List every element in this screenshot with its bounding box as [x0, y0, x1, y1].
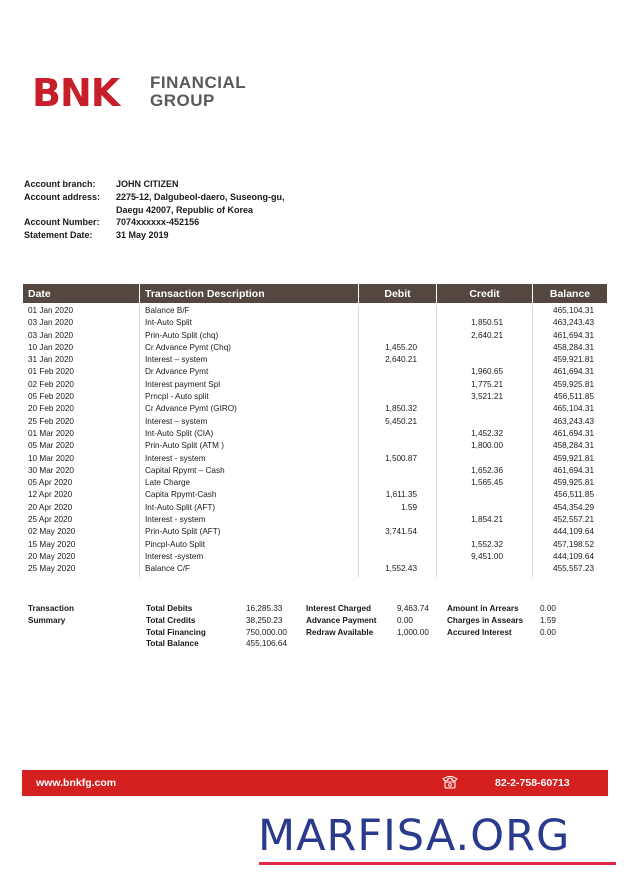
header-date: Date	[23, 284, 140, 303]
marfisa-watermark: MARFISA.ORG	[258, 811, 571, 861]
row-description: Interest – system	[145, 355, 208, 365]
bnk-logo-mark: BNK	[32, 71, 120, 115]
row-debit: 1,611.35	[385, 490, 417, 500]
row-credit: 1,652.36	[471, 465, 503, 475]
account-branch-value: JOHN CITIZEN	[116, 179, 179, 189]
table-row	[23, 305, 607, 317]
row-description: Capital Rpymt – Cash	[145, 465, 225, 475]
total-debits-label: Total Debits	[146, 604, 193, 613]
row-balance: 465,104.31	[553, 306, 594, 315]
total-credits-label: Total Credits	[146, 615, 196, 625]
row-balance: 456,511.85	[553, 490, 594, 500]
row-description: Prncpl - Auto split	[145, 392, 209, 402]
account-address-row-2	[24, 204, 285, 217]
row-credit: 1,960.65	[471, 367, 503, 377]
row-date: 05 Feb 2020	[28, 392, 74, 402]
row-credit: 1,452.32	[471, 428, 503, 438]
row-balance: 465,104.31	[553, 404, 594, 414]
summary-title-line2: Summary	[28, 615, 66, 625]
total-balance-value: 455,106.64	[246, 639, 287, 649]
row-credit: 1,800.00	[471, 441, 503, 451]
summary-col3-values	[540, 603, 556, 638]
table-row	[23, 354, 607, 366]
row-balance: 459,925.81	[553, 478, 594, 488]
footer-bar	[22, 770, 608, 796]
row-credit: 9,451.00	[471, 551, 503, 561]
table-row	[23, 489, 607, 501]
account-number-row	[24, 216, 285, 229]
account-branch-label: Account branch:	[24, 179, 96, 189]
summary-col1-labels	[146, 603, 206, 650]
row-debit: 2,640.21	[385, 355, 417, 365]
statement-date-value: 31 May 2019	[116, 230, 169, 241]
row-balance: 452,557.21	[553, 515, 594, 525]
amount-in-arrears-label: Amount in Arrears	[447, 604, 519, 613]
table-row	[23, 539, 607, 551]
row-credit: 1,565.45	[471, 478, 503, 488]
row-balance: 458,284.31	[553, 342, 594, 352]
row-description: Prin-Auto Split (ATM )	[145, 441, 225, 451]
header-balance: Balance	[549, 288, 591, 300]
row-date: 10 Mar 2020	[28, 453, 74, 463]
account-branch-row	[24, 178, 285, 191]
row-balance: 459,925.81	[553, 379, 594, 389]
account-number-label: Account Number:	[24, 217, 100, 228]
row-balance: 454,354.29	[553, 502, 594, 512]
row-debit: 1,850.32	[385, 404, 417, 414]
row-description: Int-Auto Split (AFT)	[145, 502, 216, 512]
row-description: Prin-Auto Split (AFT)	[145, 527, 221, 537]
table-row	[23, 477, 607, 489]
row-balance: 461,694.31	[553, 428, 594, 438]
advance-payment-label: Advance Payment	[306, 615, 377, 625]
table-row	[23, 379, 607, 391]
row-credit: 2,640.21	[471, 330, 503, 340]
bnk-logo-text	[150, 74, 246, 110]
row-date: 03 Jan 2020	[28, 318, 74, 328]
row-description: Interest - system	[145, 515, 206, 525]
total-debits-value: 16,285.33	[246, 604, 283, 613]
row-date: 05 Mar 2020	[28, 441, 74, 451]
table-row	[23, 428, 607, 440]
amount-in-arrears-value: 0.00	[540, 604, 556, 613]
charges-in-arrears-value: 1.59	[540, 615, 556, 625]
row-description: Interest – system	[145, 416, 208, 426]
transactions-table-body	[23, 305, 607, 576]
accrued-interest-value: 0.00	[540, 627, 556, 637]
row-debit: 1,455.20	[385, 342, 417, 352]
row-date: 30 Mar 2020	[28, 465, 74, 475]
row-credit: 3,521.21	[471, 392, 503, 402]
table-row	[23, 440, 607, 452]
accrued-interest-label: Accured Interest	[447, 627, 512, 637]
advance-payment-value: 0.00	[397, 615, 413, 625]
row-date: 12 Apr 2020	[28, 490, 73, 500]
logo-line-group: GROUP	[150, 91, 215, 110]
row-balance: 444,109.64	[553, 551, 594, 561]
row-date: 25 Feb 2020	[28, 416, 74, 426]
row-description: Int-Auto Split	[145, 318, 192, 328]
footer-phone-number: 82-2-758-60713	[495, 777, 570, 789]
summary-col2-labels	[306, 603, 377, 638]
header-credit: Credit	[437, 284, 533, 303]
row-description: Pincpl-Auto Split	[145, 539, 206, 549]
row-debit: 1,500.87	[385, 453, 417, 463]
row-balance: 444,109.64	[553, 527, 594, 537]
total-credits-value: 38,250.23	[246, 615, 283, 625]
row-credit: 1,552.32	[471, 539, 503, 549]
row-description: Late Charge	[145, 478, 191, 488]
logo-line-financial: FINANCIAL	[150, 73, 247, 92]
row-description: Interest -system	[145, 551, 204, 561]
account-address-row	[24, 191, 285, 204]
row-description: Balance C/F	[145, 564, 191, 574]
account-info	[24, 178, 285, 242]
row-description: Interest - system	[145, 453, 206, 463]
row-date: 20 Feb 2020	[28, 404, 74, 414]
account-address-value: 2275-12, Dalgubeol-daero, Suseong-gu,	[116, 191, 285, 202]
summary-col2-values	[397, 603, 429, 638]
redraw-available-value: 1,000.00	[397, 627, 429, 637]
row-description: Balance B/F	[145, 306, 190, 315]
row-debit: 5,450.21	[385, 416, 417, 426]
statement-date-label: Statement Date:	[24, 230, 93, 241]
row-credit: 1,850.51	[471, 318, 503, 328]
table-row	[23, 465, 607, 477]
row-date: 10 Jan 2020	[28, 342, 74, 352]
row-date: 01 Mar 2020	[28, 428, 74, 438]
total-financing-value: 750,000.00	[246, 627, 287, 637]
account-address-label: Account address:	[24, 191, 101, 202]
row-credit: 1,775.21	[471, 379, 503, 389]
row-date: 02 Feb 2020	[28, 379, 74, 389]
row-credit: 1,854.21	[471, 515, 503, 525]
table-row	[23, 366, 607, 378]
table-row	[23, 502, 607, 514]
total-financing-label: Total Financing	[146, 627, 206, 637]
row-description: Int-Auto Split (CIA)	[145, 428, 214, 438]
row-balance: 461,694.31	[553, 465, 594, 475]
row-date: 02 May 2020	[28, 527, 76, 537]
row-debit: 1.59	[401, 502, 417, 512]
row-date: 01 Jan 2020	[28, 306, 74, 315]
row-balance: 463,243.43	[553, 318, 594, 328]
table-row	[23, 403, 607, 415]
row-description: Interest payment Spl	[145, 379, 221, 389]
table-row	[23, 551, 607, 563]
statement-date-row	[24, 229, 285, 242]
row-date: 05 Apr 2020	[28, 478, 73, 488]
row-date: 03 Jan 2020	[28, 330, 74, 340]
row-description: Dr Advance Pymt	[145, 367, 209, 377]
row-date: 25 May 2020	[28, 564, 76, 574]
row-debit: 1,552.43	[385, 564, 417, 574]
charges-in-arrears-label: Charges in Assears	[447, 615, 524, 625]
interest-charged-label: Interest Charged	[306, 604, 372, 613]
account-number-value: 7074xxxxxx-452156	[116, 217, 200, 228]
table-row	[23, 391, 607, 403]
row-balance: 459,921.81	[553, 453, 594, 463]
row-date: 20 May 2020	[28, 551, 76, 561]
header-description: Transaction Description	[140, 284, 359, 303]
account-address-label-2	[24, 204, 116, 217]
row-description: Cr Advance Pymt (GIRO)	[145, 404, 237, 414]
row-balance: 463,243.43	[553, 416, 594, 426]
row-date: 31 Jan 2020	[28, 355, 74, 365]
row-balance: 457,198.52	[553, 539, 594, 549]
row-description: Capita Rpymt-Cash	[145, 490, 217, 500]
row-date: 01 Feb 2020	[28, 367, 74, 377]
table-row	[23, 317, 607, 329]
summary-col3-labels	[447, 603, 523, 638]
row-balance: 456,511.85	[553, 392, 594, 402]
row-debit: 3,741.54	[385, 527, 417, 537]
table-row	[23, 514, 607, 526]
table-row	[23, 330, 607, 342]
transactions-table-header	[23, 284, 607, 303]
summary-title-line1: Transaction	[28, 604, 74, 613]
watermark-underline	[259, 862, 616, 865]
telephone-icon	[441, 774, 459, 790]
row-balance: 459,921.81	[553, 355, 594, 365]
account-address-value-2: Daegu 42007, Republic of Korea	[116, 204, 254, 215]
table-row	[23, 526, 607, 538]
row-balance: 455,557.23	[553, 564, 594, 574]
footer-website-link[interactable]: www.bnkfg.com	[36, 777, 117, 789]
redraw-available-label: Redraw Available	[306, 627, 374, 637]
table-row	[23, 342, 607, 354]
total-balance-label: Total Balance	[146, 639, 199, 649]
table-row	[23, 563, 607, 575]
row-description: Cr Advance Pymt (Chq)	[145, 342, 231, 352]
table-row	[23, 453, 607, 465]
row-date: 15 May 2020	[28, 539, 76, 549]
summary-col1-values	[246, 603, 287, 650]
row-description: Prin-Auto Split (chq)	[145, 330, 219, 340]
summary-title	[28, 603, 74, 627]
row-balance: 458,284.31	[553, 441, 594, 451]
row-balance: 461,694.31	[553, 330, 594, 340]
row-balance: 461,694.31	[553, 367, 594, 377]
header-debit: Debit	[359, 284, 437, 303]
row-date: 20 Apr 2020	[28, 502, 73, 512]
interest-charged-value: 9,463.74	[397, 604, 429, 613]
table-row	[23, 416, 607, 428]
row-date: 25 Apr 2020	[28, 515, 73, 525]
